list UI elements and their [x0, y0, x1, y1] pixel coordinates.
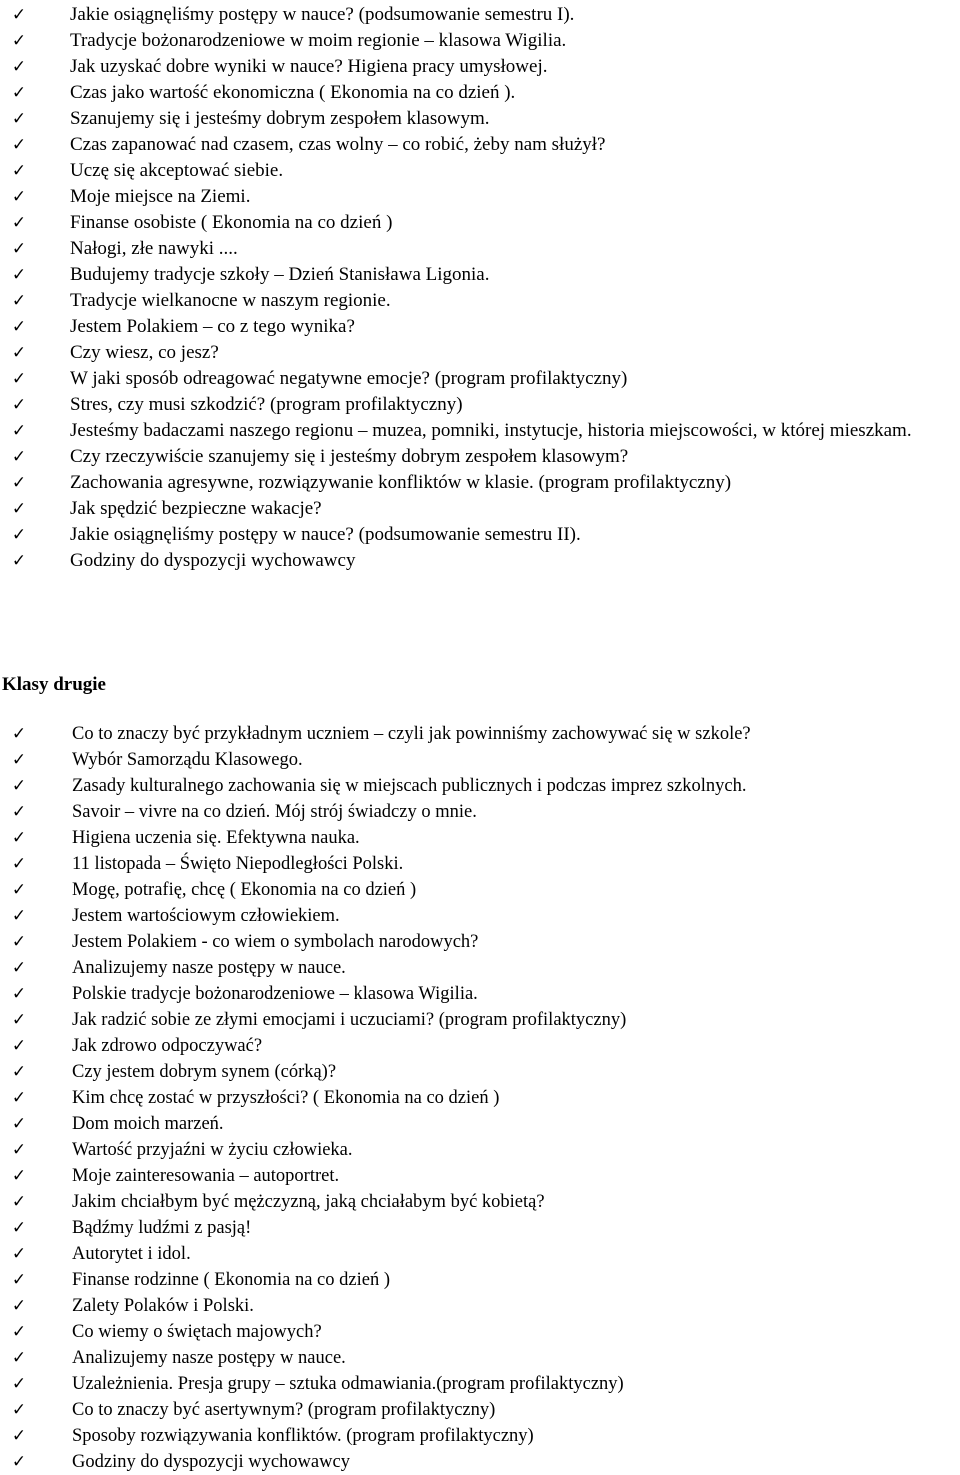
- list-item: ✓ Tradycje wielkanocne w naszym regionie.: [8, 288, 960, 314]
- checkmark-icon: ✓: [11, 5, 27, 25]
- checkmark-icon: ✓: [11, 1348, 27, 1368]
- list-item: ✓ Godziny do dyspozycji wychowawcy: [8, 1449, 960, 1475]
- checkmark-icon: ✓: [11, 854, 27, 874]
- checkmark-icon: ✓: [11, 1400, 27, 1420]
- checkmark-icon: ✓: [11, 750, 27, 770]
- list-item: ✓ Savoir – vivre na co dzień. Mój strój świadczy o mnie.: [8, 799, 960, 825]
- list-item: ✓ Jakie osiągnęliśmy postępy w nauce? (podsumowanie semestru I).: [8, 2, 960, 28]
- list-item: ✓ Zasady kulturalnego zachowania się w miejscach publicznych i podczas imprez szkolnych.: [8, 773, 960, 799]
- checkmark-icon: ✓: [11, 776, 27, 796]
- checkmark-icon: ✓: [11, 447, 27, 467]
- list-item: ✓ Jesteśmy badaczami naszego regionu – muzea, pomniki, instytucje, historia miejscowości, w której mieszkam.: [8, 418, 960, 444]
- checkmark-icon: ✓: [11, 343, 27, 363]
- checkmark-icon: ✓: [11, 109, 27, 129]
- list-item: ✓ Godziny do dyspozycji wychowawcy: [8, 548, 960, 574]
- checkmark-icon: ✓: [11, 57, 27, 77]
- topic-list-klasy-drugie: [8, 721, 960, 1475]
- list-item: ✓ Czas jako wartość ekonomiczna ( Ekonomia na co dzień ).: [8, 80, 960, 106]
- list-item: ✓ Finanse rodzinne ( Ekonomia na co dzień ): [8, 1267, 960, 1293]
- list-item: ✓ Szanujemy się i jesteśmy dobrym zespołem klasowym.: [8, 106, 960, 132]
- list-item: ✓ W jaki sposób odreagować negatywne emocje? (program profilaktyczny): [8, 366, 960, 392]
- checkmark-icon: ✓: [11, 135, 27, 155]
- list-item: ✓ Jestem Polakiem - co wiem o symbolach narodowych?: [8, 929, 960, 955]
- list-item: ✓ Bądźmy ludźmi z pasją!: [8, 1215, 960, 1241]
- list-item: ✓ Jakie osiągnęliśmy postępy w nauce? (podsumowanie semestru II).: [8, 522, 960, 548]
- list-item: ✓ Dom moich marzeń.: [8, 1111, 960, 1137]
- section-heading: Klasy drugie: [2, 674, 106, 695]
- list-item: ✓ Wartość przyjaźni w życiu człowieka.: [8, 1137, 960, 1163]
- checkmark-icon: ✓: [11, 213, 27, 233]
- checkmark-icon: ✓: [11, 802, 27, 822]
- checkmark-icon: ✓: [11, 1296, 27, 1316]
- checkmark-icon: ✓: [11, 1426, 27, 1446]
- list-item: ✓ Jak uzyskać dobre wyniki w nauce? Higiena pracy umysłowej.: [8, 54, 960, 80]
- checkmark-icon: ✓: [11, 525, 27, 545]
- list-item: ✓ Wybór Samorządu Klasowego.: [8, 747, 960, 773]
- topic-list-semester: [8, 2, 960, 574]
- checkmark-icon: ✓: [11, 265, 27, 285]
- list-item: ✓ Autorytet i idol.: [8, 1241, 960, 1267]
- checkmark-icon: ✓: [11, 317, 27, 337]
- list-item: ✓ 11 listopada – Święto Niepodległości Polski.: [8, 851, 960, 877]
- list-item: ✓ Zachowania agresywne, rozwiązywanie konfliktów w klasie. (program profilaktyczny): [8, 470, 960, 496]
- list-item: ✓ Sposoby rozwiązywania konfliktów. (program profilaktyczny): [8, 1423, 960, 1449]
- list-item: ✓ Jestem Polakiem – co z tego wynika?: [8, 314, 960, 340]
- list-item: ✓ Czy wiesz, co jesz?: [8, 340, 960, 366]
- checkmark-icon: ✓: [11, 1010, 27, 1030]
- checkmark-icon: ✓: [11, 291, 27, 311]
- list-item: ✓ Analizujemy nasze postępy w nauce.: [8, 955, 960, 981]
- list-item: ✓ Jakim chciałbym być mężczyzną, jaką chciałabym być kobietą?: [8, 1189, 960, 1215]
- list-item: ✓ Nałogi, złe nawyki ....: [8, 236, 960, 262]
- checkmark-icon: ✓: [11, 1192, 27, 1212]
- checkmark-icon: ✓: [11, 187, 27, 207]
- list-item: ✓ Jak zdrowo odpoczywać?: [8, 1033, 960, 1059]
- list-item: ✓ Polskie tradycje bożonarodzeniowe – klasowa Wigilia.: [8, 981, 960, 1007]
- checkmark-icon: ✓: [11, 395, 27, 415]
- list-item: ✓ Stres, czy musi szkodzić? (program profilaktyczny): [8, 392, 960, 418]
- checkmark-icon: ✓: [11, 31, 27, 51]
- list-item: ✓ Mogę, potrafię, chcę ( Ekonomia na co dzień ): [8, 877, 960, 903]
- checkmark-icon: ✓: [11, 83, 27, 103]
- list-item: ✓ Moje zainteresowania – autoportret.: [8, 1163, 960, 1189]
- list-item: ✓ Co wiemy o świętach majowych?: [8, 1319, 960, 1345]
- list-item: ✓ Uzależnienia. Presja grupy – sztuka odmawiania.(program profilaktyczny): [8, 1371, 960, 1397]
- checkmark-icon: ✓: [11, 1062, 27, 1082]
- checkmark-icon: ✓: [11, 1140, 27, 1160]
- list-item: ✓ Higiena uczenia się. Efektywna nauka.: [8, 825, 960, 851]
- list-item: ✓ Co to znaczy być asertywnym? (program profilaktyczny): [8, 1397, 960, 1423]
- list-item: ✓ Jak spędzić bezpieczne wakacje?: [8, 496, 960, 522]
- checkmark-icon: ✓: [11, 958, 27, 978]
- list-item: ✓ Co to znaczy być przykładnym uczniem – czyli jak powinniśmy zachowywać się w szkole?: [8, 721, 960, 747]
- checkmark-icon: ✓: [11, 1218, 27, 1238]
- checkmark-icon: ✓: [11, 1270, 27, 1290]
- list-item: ✓ Tradycje bożonarodzeniowe w moim regionie – klasowa Wigilia.: [8, 28, 960, 54]
- list-item: ✓ Uczę się akceptować siebie.: [8, 158, 960, 184]
- checkmark-icon: ✓: [11, 161, 27, 181]
- checkmark-icon: ✓: [11, 1244, 27, 1264]
- checkmark-icon: ✓: [11, 1374, 27, 1394]
- checkmark-icon: ✓: [11, 421, 27, 441]
- checkmark-icon: ✓: [11, 1452, 27, 1472]
- list-item: ✓ Moje miejsce na Ziemi.: [8, 184, 960, 210]
- checkmark-icon: ✓: [11, 1088, 27, 1108]
- list-item: ✓ Zalety Polaków i Polski.: [8, 1293, 960, 1319]
- checkmark-icon: ✓: [11, 369, 27, 389]
- checkmark-icon: ✓: [11, 724, 27, 744]
- list-item: ✓ Jestem wartościowym człowiekiem.: [8, 903, 960, 929]
- checkmark-icon: ✓: [11, 906, 27, 926]
- checkmark-icon: ✓: [11, 551, 27, 571]
- checkmark-icon: ✓: [11, 1036, 27, 1056]
- list-item: ✓ Analizujemy nasze postępy w nauce.: [8, 1345, 960, 1371]
- list-item: ✓ Czas zapanować nad czasem, czas wolny – co robić, żeby nam służył?: [8, 132, 960, 158]
- checkmark-icon: ✓: [11, 499, 27, 519]
- list-item: ✓ Budujemy tradycje szkoły – Dzień Stanisława Ligonia.: [8, 262, 960, 288]
- checkmark-icon: ✓: [11, 239, 27, 259]
- list-item: ✓ Jak radzić sobie ze złymi emocjami i uczuciami? (program profilaktyczny): [8, 1007, 960, 1033]
- checkmark-icon: ✓: [11, 1114, 27, 1134]
- checkmark-icon: ✓: [11, 473, 27, 493]
- list-item: ✓ Kim chcę zostać w przyszłości? ( Ekonomia na co dzień ): [8, 1085, 960, 1111]
- checkmark-icon: ✓: [11, 1166, 27, 1186]
- list-item: ✓ Finanse osobiste ( Ekonomia na co dzień ): [8, 210, 960, 236]
- checkmark-icon: ✓: [11, 932, 27, 952]
- list-item: ✓ Czy jestem dobrym synem (córką)?: [8, 1059, 960, 1085]
- checkmark-icon: ✓: [11, 828, 27, 848]
- checkmark-icon: ✓: [11, 880, 27, 900]
- list-item: ✓ Czy rzeczywiście szanujemy się i jesteśmy dobrym zespołem klasowym?: [8, 444, 960, 470]
- checkmark-icon: ✓: [11, 1322, 27, 1342]
- checkmark-icon: ✓: [11, 984, 27, 1004]
